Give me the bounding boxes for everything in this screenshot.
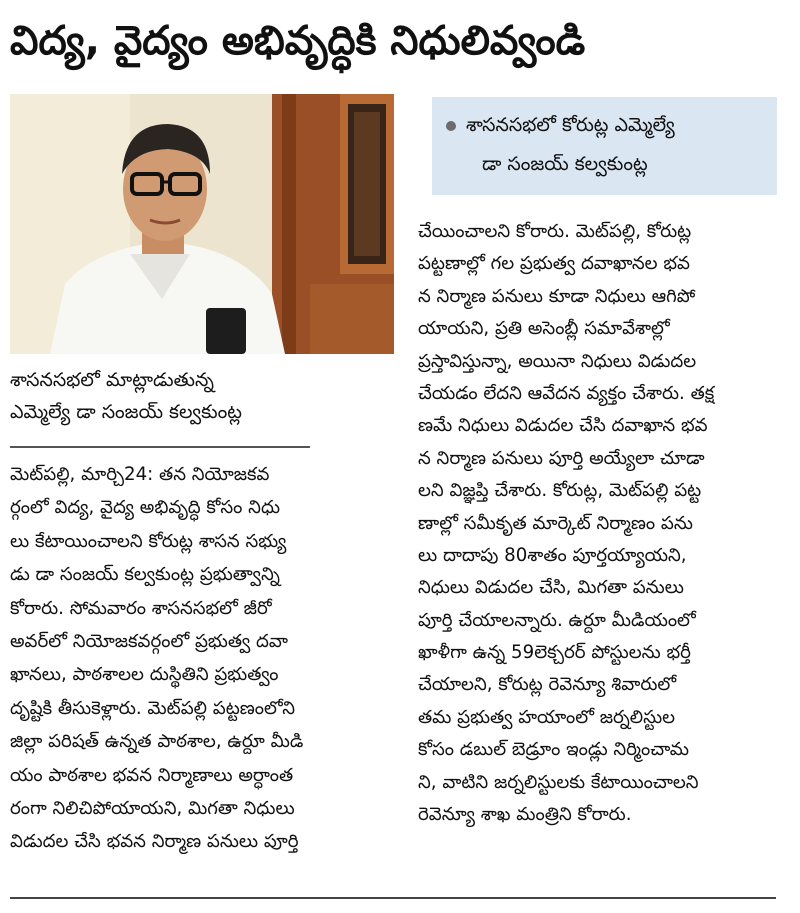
body-line: దృష్టికి తీసుకెళ్లారు. మెట్‌పల్లి పట్టణంలోని xyxy=(10,697,296,719)
body-line: ర్గంలో విద్య, వైద్య అభివృద్ధి కోసం నిధు xyxy=(10,497,281,519)
body-line: తమ ప్రభుత్వ హయాంలో జర్నలిస్టుల xyxy=(418,706,676,728)
highlight-line-1 xyxy=(432,110,791,140)
article-column-left xyxy=(10,458,382,859)
body-line: ణమే నిధులు విడుదల చేసి దవాఖాన భవ xyxy=(418,415,708,437)
body-line: కోసం డబుల్ బెడ్రూం ఇండ్లు నిర్మించామ xyxy=(418,739,689,761)
body-line: పట్టణాల్లో గల ప్రభుత్వ దవాఖానల భవ xyxy=(418,253,690,275)
body-line: లని విజ్ఞప్తి చేశారు. కోరుట్ల, మెట్‌పల్లి పట్ట xyxy=(418,480,702,502)
body-line: లు కేటాయించాలని కోరుట్ల శాసన సభ్యు xyxy=(10,530,287,552)
body-line: లు దాదాపు 80శాతం పూర్తయ్యాయని, xyxy=(418,544,687,566)
body-line: మెట్‌పల్లి, మార్చి24: తన నియోజకవ xyxy=(10,464,270,485)
body-line: రెవెన్యూ శాఖ మంత్రిని కోరారు. xyxy=(418,804,632,826)
highlight-text-1: శాసనసభలో కోరుట్ల ఎమ్మెల్యే xyxy=(466,114,675,136)
body-line: చేయించాలని కోరారు. మెట్‌పల్లి, కోరుట్ల xyxy=(418,221,692,242)
body-line: డు డా సంజయ్ కల్వకుంట్ల ప్రభుత్వాన్ని xyxy=(10,564,280,586)
bullet-icon xyxy=(446,121,456,131)
body-line: న నిర్మాణ పనులు కూడా నిధులు ఆగిపో xyxy=(418,285,696,307)
caption-divider xyxy=(10,446,310,448)
body-line: ప్రస్తావిస్తున్నా, అయినా నిధులు విడుదల xyxy=(418,350,697,372)
speaker-photo xyxy=(10,94,394,354)
body-line: చేయడం లేదని ఆవేదన వ్యక్తం చేశారు. తక్ష xyxy=(418,382,715,404)
caption-line-1: శాసనసభలో మాట్లాడుతున్న xyxy=(10,369,214,391)
body-line: జిల్లా పరిషత్ ఉన్నత పాఠశాల, ఉర్దూ మీడి xyxy=(10,731,304,753)
bottom-divider xyxy=(10,897,776,899)
body-line: పూర్తి చేయాలన్నారు. ఉర్దూ మీడియంలో xyxy=(418,609,696,631)
highlight-box xyxy=(432,97,777,195)
body-line: యాయని, ప్రతి అసెంబ్లీ సమావేశాల్లో xyxy=(418,318,670,340)
headline: విద్య, వైద్యం అభివృద్ధికి నిధులివ్వండి xyxy=(10,18,586,64)
photo-caption xyxy=(10,364,310,428)
body-line: యం పాఠశాల భవన నిర్మాణాలు అర్ధాంత xyxy=(10,764,294,786)
body-line: నిధులు విడుదల చేసి, మిగతా పనులు xyxy=(418,577,684,599)
body-line: ణాల్లో సమీకృత మార్కెట్ నిర్మాణం పను xyxy=(418,512,693,534)
caption-line-2: ఎమ్మెల్యే డా సంజయ్ కల్వకుంట్ల xyxy=(10,401,242,423)
article-column-right xyxy=(418,216,776,831)
body-line: కోరారు. సోమవారం శాసనసభలో జీరో xyxy=(10,597,272,619)
body-line: చేయాలని, కోరుట్ల రెవెన్యూ శివారులో xyxy=(418,674,677,696)
body-line: ఖానలు, పాఠశాలల దుస్థితిని ప్రభుత్వం xyxy=(10,664,279,686)
body-line: ని, వాటిని జర్నలిస్టులకు కేటాయించాలని xyxy=(418,771,699,793)
body-line: అవర్‌లో నియోజకవర్గంలో ప్రభుత్వ దవా xyxy=(10,630,288,652)
body-line: ఖాళీగా ఉన్న 59లెక్చరర్ పోస్టులను భర్తీ xyxy=(418,642,691,664)
body-line: న నిర్మాణ పనులు పూర్తి అయ్యేలా చూడా xyxy=(418,447,705,469)
body-line: విడుదల చేసి భవన నిర్మాణ పనులు పూర్తి xyxy=(10,831,299,853)
highlight-text-2: డా సంజయ్ కల్వకుంట్ల xyxy=(482,153,648,175)
body-line: రంగా నిలిచిపోయాయని, మిగతా నిధులు xyxy=(10,797,295,819)
